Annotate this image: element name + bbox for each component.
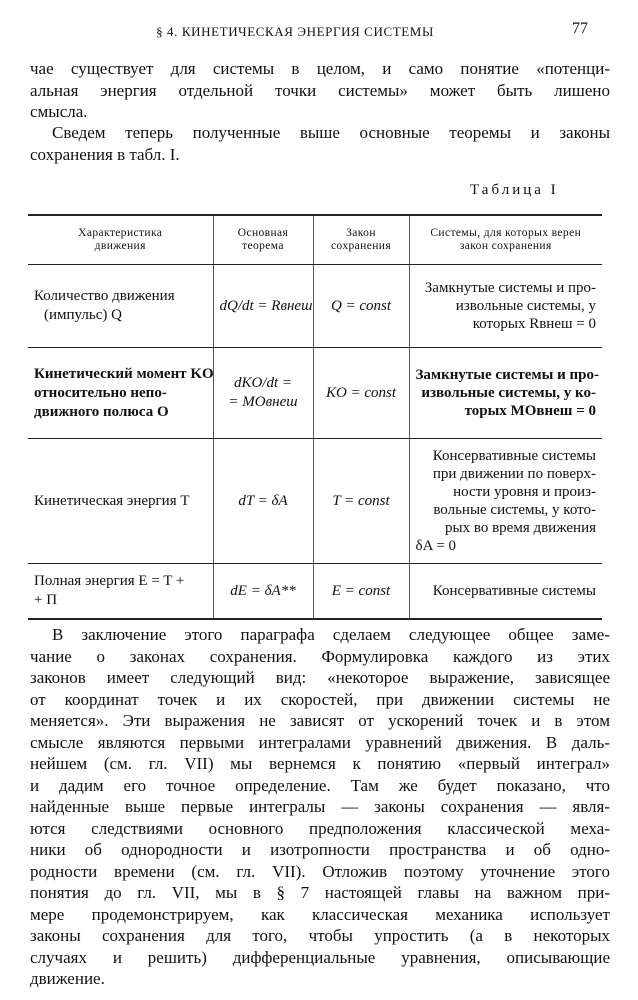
cell-theorem xyxy=(213,439,313,564)
header-line: закон сохранения xyxy=(459,240,552,252)
text-line: ники об однородности и изотропности пространства и об одно- xyxy=(30,840,610,859)
cell-systems xyxy=(409,265,602,348)
cell-theorem xyxy=(213,265,313,348)
cell-systems xyxy=(409,564,602,620)
intro-paragraph-1 xyxy=(30,58,610,123)
cell-line: Замкнутые системы и про- xyxy=(424,280,596,296)
header-systems xyxy=(409,215,602,265)
intro-paragraph-2 xyxy=(30,122,610,165)
cell-line: Замкнутые системы и про- xyxy=(415,367,599,383)
cell-line: извольные системы, у ко- xyxy=(421,385,596,401)
text-line: смысла. xyxy=(30,102,88,121)
summary-table xyxy=(28,214,602,620)
text-line: нейшем (см. гл. VII) мы вернемся к понятию «первый интеграл» xyxy=(30,754,610,773)
text-line: Сведем теперь полученные выше основные теоремы и законы xyxy=(52,123,610,142)
cell-line: Полная энергия E = T + xyxy=(34,573,185,589)
cell-line: dE = δA** xyxy=(230,582,296,599)
text-line: от координат точек и их скоростей, при движении системы не xyxy=(30,689,610,709)
cell-line: δA = 0 xyxy=(415,538,457,554)
conclusion-paragraph xyxy=(30,624,610,990)
text-line: случаях и решить) дифференциальные уравнения, описывающие xyxy=(30,947,610,967)
cell-characteristic xyxy=(28,564,213,620)
cell-characteristic xyxy=(28,348,213,439)
cell-law: E = const xyxy=(313,564,409,620)
table-row xyxy=(28,439,602,564)
cell-line: Количество движения xyxy=(34,288,175,304)
table-caption: Таблица I xyxy=(470,182,559,198)
header-line: теорема xyxy=(242,240,284,252)
page-header xyxy=(0,18,638,42)
text-line: законы сохранения для того, чтобы упростить (а в некоторых xyxy=(30,926,610,945)
text-line: мере продемонстрируем, как классическая механика использует xyxy=(30,904,610,924)
table-row xyxy=(28,564,602,620)
text-line: чание о законах сохранения. Формулировка каждого из этих xyxy=(30,646,610,666)
cell-line: при движении по поверх- xyxy=(432,466,596,482)
cell-line: dQ/dt = Rвнеш xyxy=(219,297,313,314)
header-characteristic xyxy=(28,215,213,265)
cell-law: Q = const xyxy=(313,265,409,348)
header-line: Основная xyxy=(237,227,289,239)
cell-theorem xyxy=(213,348,313,439)
cell-systems xyxy=(409,439,602,564)
header-line: движения xyxy=(94,240,146,252)
header-line: Характеристика xyxy=(78,227,163,239)
table-header-row xyxy=(28,215,602,265)
cell-line: которых Rвнеш = 0 xyxy=(472,316,596,332)
cell-systems xyxy=(409,348,602,439)
text-line: понятия до гл. VII, мы в § 7 настоящей главы на важном при- xyxy=(30,883,610,902)
header-law xyxy=(313,215,409,265)
cell-line: Консервативные системы xyxy=(432,448,596,464)
cell-line: = MOвнеш xyxy=(228,394,298,410)
cell-line: (импульс) Q xyxy=(44,307,122,323)
cell-characteristic xyxy=(28,439,213,564)
text-line: родности времени (см. гл. VII). Отложив поэтому уточнение этого xyxy=(30,861,610,881)
table-row xyxy=(28,265,602,348)
text-line: ются следствиями основного предположения классической меха- xyxy=(30,818,610,838)
running-title: § 4. КИНЕТИЧЕСКАЯ ЭНЕРГИЯ СИСТЕМЫ xyxy=(156,24,434,39)
text-line: смысле являются первыми интегралами уравнений движения. В даль- xyxy=(30,732,610,752)
text-line: альная энергия отдельной точки системы» может быть лишено xyxy=(30,80,610,100)
header-line: сохранения xyxy=(330,240,392,252)
cell-line: относительно непо- xyxy=(34,384,167,401)
cell-line: торых MOвнеш = 0 xyxy=(464,403,596,419)
cell-line: движного полюса O xyxy=(34,403,169,420)
header-line: Системы, для которых верен xyxy=(430,227,582,239)
cell-theorem xyxy=(213,564,313,620)
cell-law: KO = const xyxy=(313,348,409,439)
cell-line: извольные системы, у xyxy=(455,298,596,314)
header-line: Закон xyxy=(346,227,376,239)
text-line: В заключение этого параграфа сделаем следующее общее заме- xyxy=(52,625,610,644)
cell-line: рых во время движения xyxy=(445,520,596,536)
cell-line: dT = δA xyxy=(238,492,288,509)
page-number: 77 xyxy=(572,20,588,37)
text-line: чае существует для системы в целом, и само понятие «потенци- xyxy=(30,59,610,78)
text-line: сохранения в табл. I. xyxy=(30,144,180,164)
table-row xyxy=(28,348,602,439)
cell-line: вольные системы, у кото- xyxy=(433,502,596,518)
cell-line: ности уровня и произ- xyxy=(453,484,596,500)
text-line: меняется». Эти выражения не зависят от ускорений точек и в этом xyxy=(30,711,610,730)
text-line: и дадим его точное определение. Там же будет показано, что xyxy=(30,775,610,795)
cell-line: dKO/dt = xyxy=(233,375,293,391)
text-line: движение. xyxy=(30,969,105,988)
cell-line: Кинетическая энергия T xyxy=(34,492,190,509)
cell-line: Консервативные системы xyxy=(432,583,596,599)
header-theorem xyxy=(213,215,313,265)
text-line: найденные выше первые интегралы — законы сохранения — явля- xyxy=(30,797,610,816)
text-line: законов имеет следующий вид: «некоторое выражение, зависящее xyxy=(30,668,610,687)
cell-line: Кинетический момент KO xyxy=(34,365,214,382)
cell-law: T = const xyxy=(313,439,409,564)
cell-characteristic xyxy=(28,265,213,348)
cell-line: + П xyxy=(34,592,58,608)
